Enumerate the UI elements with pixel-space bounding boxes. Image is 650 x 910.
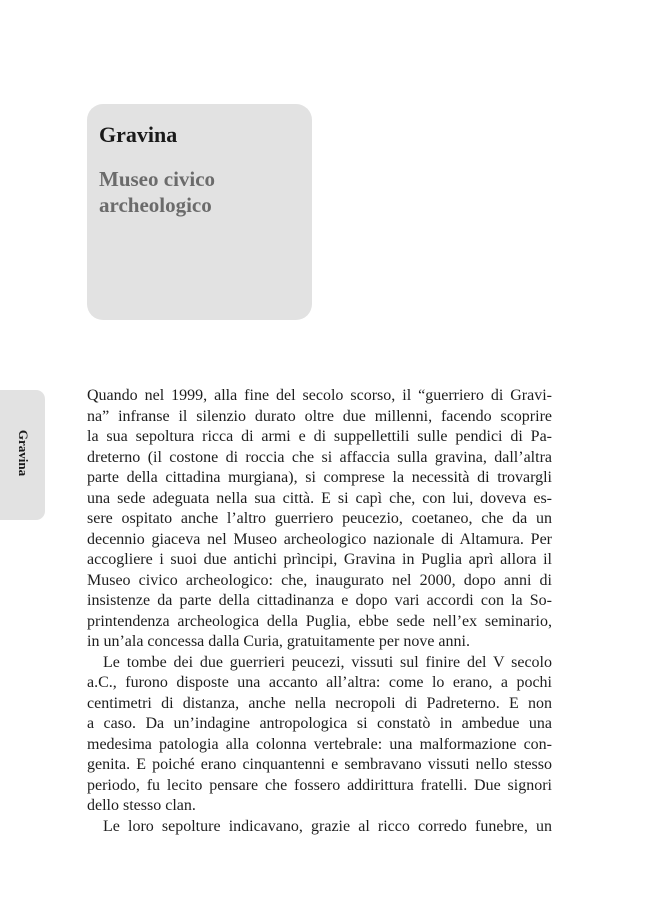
- side-tab-label: Gravina: [16, 429, 31, 477]
- page-title: Gravina: [99, 122, 178, 147]
- text-line: dello stesso clan.: [87, 797, 196, 814]
- text-line: na” infranse il silenzio durato oltre due millenni, facendo scoprire: [87, 407, 552, 425]
- page-subtitle: [99, 166, 215, 218]
- text-line: Quando nel 1999, alla fine del secolo scorso, il “guerriero di Gravi-: [87, 387, 552, 404]
- text-line: a caso. Da un’indagine antropologica si constatò in ambedue una: [87, 715, 552, 732]
- text-line: decennio giaceva nel Museo archeologico nazionale di Altamura. Per: [87, 530, 552, 548]
- text-line: Le tombe dei due guerrieri peucezi, vissuti sul finire del V secolo: [103, 653, 552, 671]
- text-line: la sua sepoltura ricca di armi e di suppellettili sulle pendici di Pa-: [87, 428, 552, 445]
- text-line: accogliere i suoi due antichi prìncipi, Gravina in Puglia aprì allora il: [87, 551, 552, 568]
- text-line: periodo, fu lecito pensare che fossero addirittura fratelli. Due signori: [87, 776, 552, 794]
- text-line: una sede adeguata nella sua città. E si capì che, con lui, doveva es-: [87, 489, 552, 507]
- text-line: centimetri di distanza, anche nella necropoli di Padreterno. E non: [87, 694, 552, 712]
- text-line: Le loro sepolture indicavano, grazie al ricco corredo funebre, un: [103, 817, 552, 835]
- text-line: in un’ala concessa dalla Curia, gratuitamente per nove anni.: [87, 633, 470, 650]
- text-line: genita. E poiché erano cinquantenni e sembravano vissuti nello stesso: [87, 756, 552, 773]
- text-line: insistenze da parte della cittadinanza e dopo vari accordi con la So-: [87, 592, 552, 609]
- text-line: sere ospitato anche l’altro guerriero peucezio, coetaneo, che da un: [87, 510, 552, 527]
- text-line: a.C., furono disposte una accanto all’altra: come lo erano, a pochi: [87, 674, 552, 691]
- text-line: parte della cittadina murgiana), si comprese la necessità di trovargli: [87, 469, 552, 486]
- subtitle-line: archeologico: [99, 193, 212, 217]
- text-line: medesima patologia alla colonna vertebrale: una malformazione con-: [87, 735, 552, 753]
- title-box: [87, 104, 312, 320]
- text-line: dreterno (il costone di roccia che si affaccia sulla gravina, dall’altra: [87, 448, 552, 466]
- body-text: [87, 386, 552, 837]
- text-line: Museo civico archeologico: che, inaugurato nel 2000, dopo anni di: [87, 571, 552, 589]
- subtitle-line: Museo civico: [99, 167, 216, 191]
- text-line: printendenza archeologica della Puglia, ebbe sede nell’ex seminario,: [87, 612, 552, 630]
